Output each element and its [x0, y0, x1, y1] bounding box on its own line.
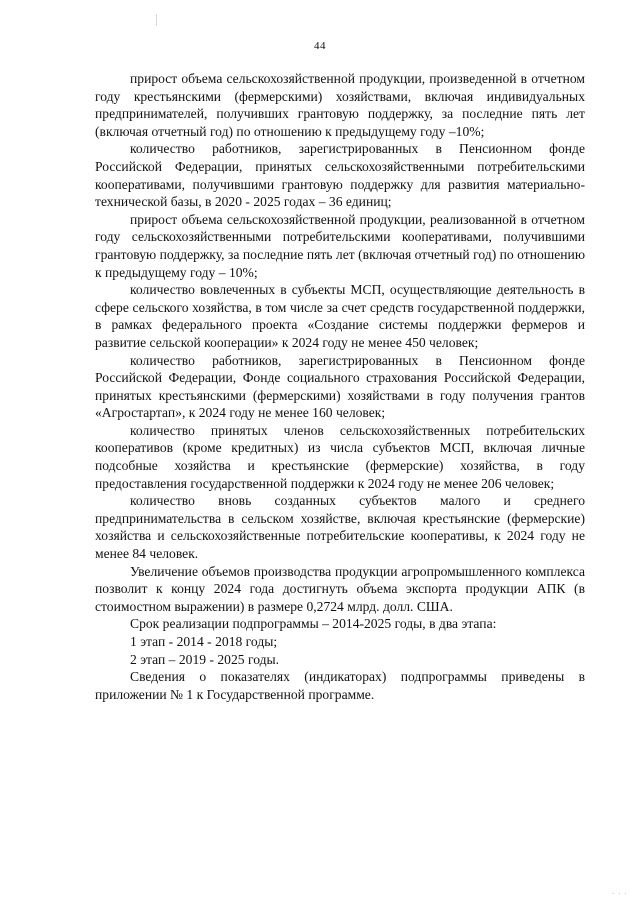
scan-artifact	[156, 14, 157, 26]
paragraph-growth-farms: прирост объема сельскохозяйственной продукции, произведенной в отчетном году крестьянскими (фермерскими) хозяйствами, включая индивидуальных предпринимателей, получивших грантовую поддержку, за последние пять лет (включая отчетный год) по отношению к предыдущему году –10%;	[95, 71, 585, 139]
paragraph-msp-involved: количество вовлеченных в субъекты МСП, осуществляющие деятельность в сфере сельского хозяйства, в том числе за счет средств государственной поддержки, в рамках федерального проекта «Создание системы поддержки фермеров и развитие сельской кооперации» к 2024 году не менее 450 человек;	[95, 282, 585, 350]
paragraph-new-msp: количество вновь созданных субъектов малого и среднего предпринимательства в сельском хозяйстве, включая крестьянские (фермерские) хозяйства и сельскохозяйственные потребительские кооперативы, к 2024 году не менее 84 человек.	[95, 493, 585, 562]
document-body	[95, 70, 585, 703]
paragraph-term: Срок реализации подпрограммы – 2014-2025 годы, в два этапа:	[130, 616, 497, 632]
paragraph-export: Увеличение объемов производства продукции агропромышленного комплекса позволит к концу 2024 года достигнуть объема экспорта продукции АПК (в стоимостном выражении) в размере 0,2724 млрд. долл. США.	[95, 563, 585, 614]
paragraph-growth-cooperatives: прирост объема сельскохозяйственной продукции, реализованной в отчетном году сельскохозяйственными потребительскими кооперативами, получившими грантовую поддержку, за последние пять лет (включая отчетный год) по отношению к предыдущему году – 10%;	[95, 211, 585, 280]
margin-mark: · · ·	[612, 890, 628, 898]
paragraph-workers-agrostartup: количество работников, зарегистрированных в Пенсионном фонде Российской Федерации, Фонде социального страхования Российской Федерации, принятых крестьянскими (фермерскими) хозяйствами в году получения грантов «Агростартап», к 2024 году не менее 160 человек;	[95, 352, 585, 421]
paragraph-workers-cooperatives: количество работников, зарегистрированных в Пенсионном фонде Российской Федерации, принятых сельскохозяйственными потребительскими кооперативами, получившими грантовую поддержку для развития материально-технической базы, в 2020 - 2025 годах – 36 единиц;	[95, 141, 585, 210]
paragraph-stage-1: 1 этап - 2014 - 2018 годы;	[130, 634, 278, 649]
page-number: 44	[314, 40, 326, 52]
paragraph-stage-2: 2 этап – 2019 - 2025 годы.	[130, 651, 280, 667]
paragraph-indicators: Сведения о показателях (индикаторах) подпрограммы приведены в приложении № 1 к Государственной программе.	[95, 669, 585, 702]
paragraph-cooperative-members: количество принятых членов сельскохозяйственных потребительских кооперативов (кроме кредитных) из числа субъектов МСП, включая личные подсобные хозяйства и крестьянские (фермерские) хозяйства, в году предоставления государственной поддержки к 2024 году не менее 206 человек;	[95, 422, 585, 491]
